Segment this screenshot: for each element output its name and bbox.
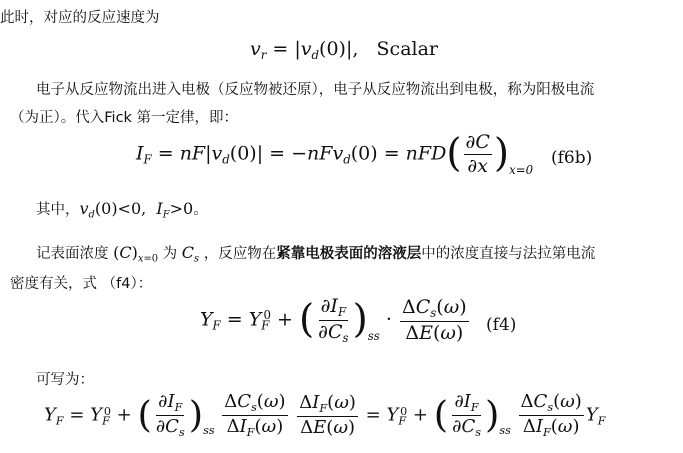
equation-label-f4: (f4): [486, 315, 517, 335]
equation-f6b: $I_F = nF|v_d(0)| = -nFv_d(0) = nFD$( $\frac{\partial C}{\partial x}$ )x=0: [136, 130, 534, 177]
equation-label-f6b: (f6b): [551, 148, 593, 168]
equation-velocity: $v_r = |v_d(0)|$, Scalar: [250, 38, 439, 63]
text-line-1: 此时，对应的反应速度为: [0, 10, 160, 26]
text-line-10: 可写为：: [36, 372, 94, 388]
text-line-3: 电子从反应物流出进入电极（反应物被还原），电子从反应物流出到电极，称为阳极电流: [36, 82, 595, 98]
scalar-label: Scalar: [376, 38, 439, 60]
text-line-4: （为正）。代入Fick 第一定律，即：: [10, 110, 239, 126]
text-line-8: 密度有关，式 （f4）：: [10, 276, 153, 292]
equation-f4: $Y_F = Y_F^0$ + ( $\frac{\partial I_F}{\partial C_s}$ )ss · $\frac{\Delta C_s(\omega)}{\Delta E(\omega)}$: [200, 295, 467, 346]
text-line-6: 其中，$v_d(0)<0$, $I_F>0$。: [36, 199, 208, 221]
text-line-7: 记表面浓度 $(C)_{x=0}$ 为 $C_s$ ，反应物在紧靠电极表面的溶液层中的浓度直接与法拉第电流: [36, 243, 596, 265]
equation-expanded: $Y_F = Y_F^0$ + ( $\frac{\partial I_F}{\partial C_s}$ )ss $\frac{\Delta C_s(\omega)}{\Delta I_F(\omega)}$ $\frac{\Delta I_F(\omega)}{\Delta E(\omega)}$ = $Y_F^0$ + ( $\frac{\partial I_F}{\partial C_s}$ )ss $\frac{\Delta C_s(\omega)}{\Delta I_F(\omega)}$ $Y_F$: [44, 391, 606, 440]
bold-phrase: 紧靠电极表面的溶液层: [276, 246, 422, 262]
